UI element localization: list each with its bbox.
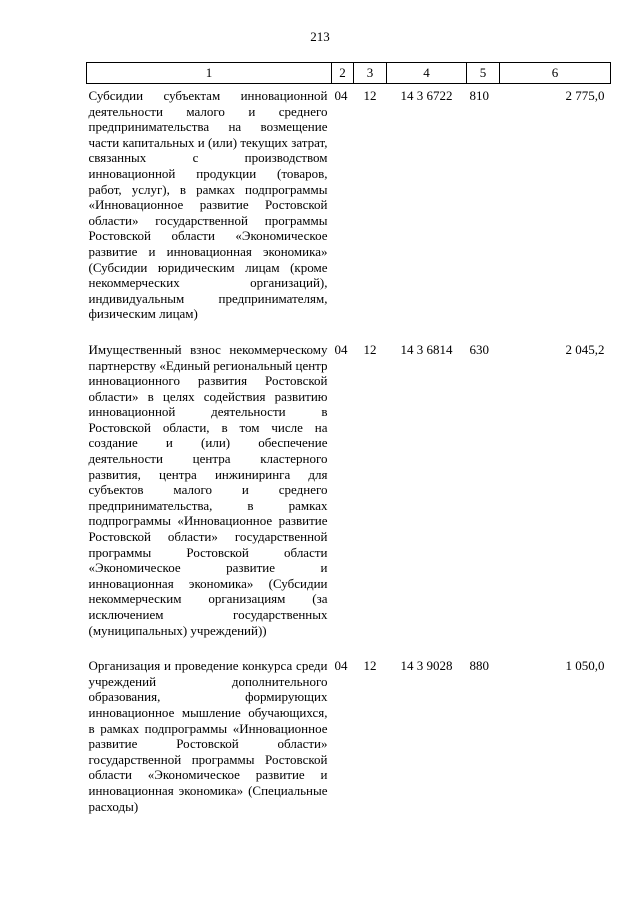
row-target-article: 14 3 6722 — [400, 88, 453, 103]
row-section: 04 — [334, 88, 348, 103]
table-row — [87, 84, 611, 338]
column-header-1: 1 — [87, 63, 332, 84]
column-header-5: 5 — [467, 63, 500, 84]
column-header-4: 4 — [387, 63, 467, 84]
row-description: Имущественный взнос некоммерческому партнерству «Единый региональный центр инновационного развития Ростовской области» в целях содействия развитию инновационной деятельности в Ростовской области, в том числе на создание и (или) обеспечение деятельности центра кластерного развития, центра инжиниринга для субъектов малого и среднего предпринимательства, в рамках подпрограммы «Инновационное развитие Ростовской области» государственной программы Ростовской области «Экономическое развитие и инновационная экономика» (Субсидии некоммерческим организациям (за исключением государственных (муниципальных) учреждений)) — [88, 341, 328, 638]
row-section: 04 — [334, 341, 348, 357]
header-row — [87, 63, 611, 84]
column-header-2: 2 — [332, 63, 354, 84]
row-description: Организация и проведение конкурса среди учреждений дополнительного образования, формирующих инновационное мышление обучающихся, в рамках подпрограммы «Инновационное развитие Ростовской области» государственной программы Ростовской области «Экономическое развитие и инновационная экономика» (Специальные расходы) — [88, 658, 328, 814]
table-body — [87, 84, 611, 831]
row-subsection: 12 — [363, 658, 377, 674]
row-amount: 1 050,0 — [565, 658, 605, 674]
row-target-article: 14 3 6814 — [400, 341, 453, 357]
column-header-3: 3 — [354, 63, 387, 84]
budget-table — [86, 62, 611, 830]
row-subsection: 12 — [363, 341, 377, 357]
row-subsection: 12 — [363, 88, 377, 103]
row-amount: 2 775,0 — [565, 88, 605, 103]
table-row — [87, 654, 611, 830]
row-description: Субсидии субъектам инновационной деятельности малого и среднего предпринимательства на возмещение части капитальных и (или) текущих затрат, связанных с производством инновационной продукции (товаров, работ, услуг), в рамках подпрограммы «Инновационное развитие Ростовской области» государственной программы Ростовской области «Экономическое развитие и инновационная экономика» (Субсидии юридическим лицам (кроме некоммерческих организаций), индивидуальным предпринимателям, физическим лицам) — [88, 88, 328, 322]
row-section: 04 — [334, 658, 348, 674]
table-row — [87, 338, 611, 654]
row-expense-type: 810 — [469, 88, 489, 103]
row-amount: 2 045,2 — [565, 341, 605, 357]
row-expense-type: 880 — [469, 658, 489, 674]
page-number: 213 — [310, 29, 330, 44]
row-expense-type: 630 — [469, 341, 489, 357]
table-header — [87, 63, 611, 84]
row-target-article: 14 3 9028 — [400, 658, 453, 674]
column-header-6: 6 — [500, 63, 611, 84]
